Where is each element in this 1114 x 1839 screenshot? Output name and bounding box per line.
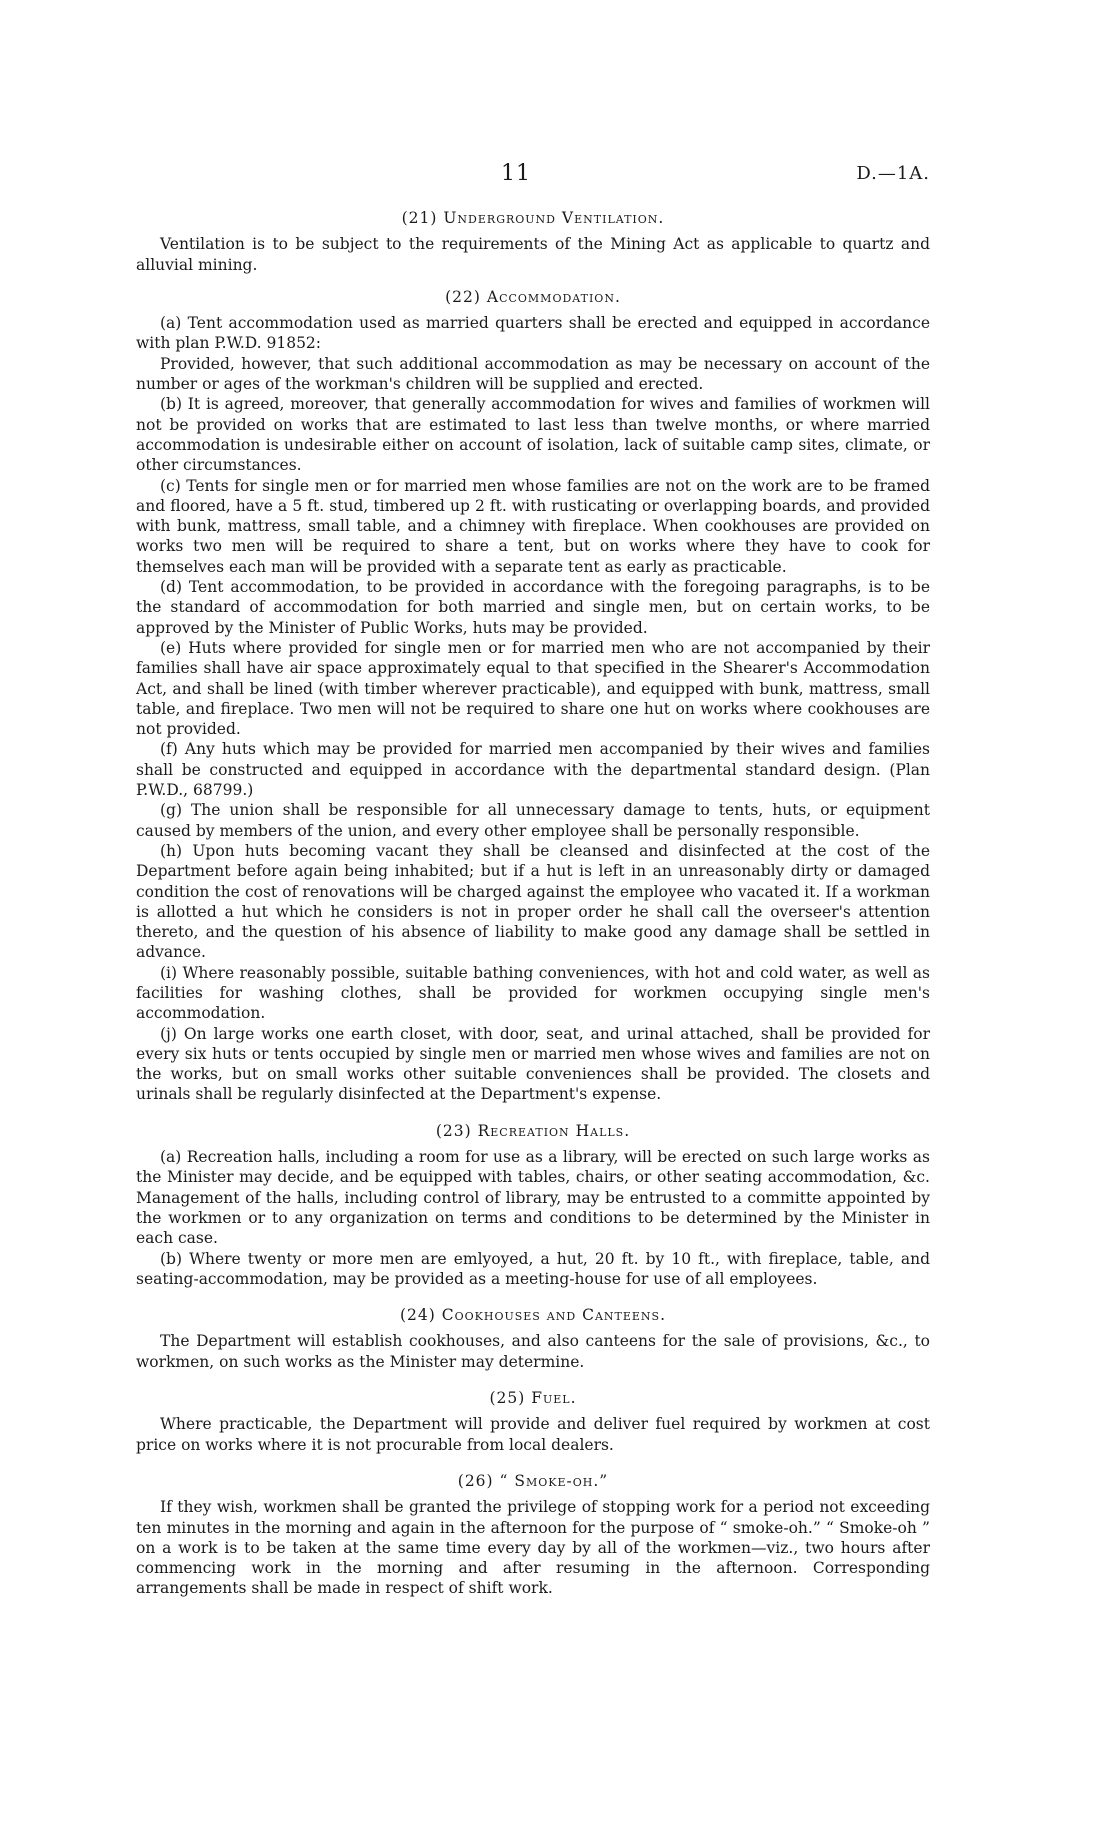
- paragraph-f: (f) Any huts which may be provided for married men accompanied by their wives and families shall be constructed and equipped in accordance with the departmental standard design. (Plan P.W.D., 68799.): [136, 740, 930, 800]
- page-number: 11: [501, 161, 531, 186]
- section-fuel: [136, 1388, 930, 1455]
- paragraph-a: (a) Tent accommodation used as married quarters shall be erected and equipped in accordance with plan P.W.D. 91852:: [136, 314, 930, 353]
- paragraph: The Department will establish cookhouses, and also canteens for the sale of provisions, &c., to workmen, on such works as the Minister may determine.: [136, 1332, 930, 1371]
- section-heading: (23) Recreation Halls.: [435, 1121, 631, 1140]
- document-body: [136, 208, 930, 1615]
- paragraph-a: (a) Recreation halls, including a room for use as a library, will be erected on such large works as the Minister may decide, and be equipped with tables, chairs, or other seating accommodation, &c. Management of the halls, including control of library, may be entrusted to a committe appointed by the workmen or to any organization on terms and conditions to be determined by the Minister in each case.: [136, 1148, 930, 1248]
- paragraph-g: (g) The union shall be responsible for all unnecessary damage to tents, huts, or equipment caused by members of the union, and every other employee shall be personally responsible.: [136, 801, 930, 840]
- paragraph: If they wish, workmen shall be granted the privilege of stopping work for a period not exceeding ten minutes in the morning and again in the afternoon for the purpose of “ smoke-oh.” “ Smoke-oh ” on a work is to be taken at the same time every day by all of the workmen—viz., two hours after commencing work in the morning and after resuming in the afternoon. Corresponding arrangements shall be made in respect of shift work.: [136, 1498, 930, 1598]
- paragraph-i: (i) Where reasonably possible, suitable bathing conveniences, with hot and cold water, as well as facilities for washing clothes, shall be provided for workmen occupying single men's accommodation.: [136, 963, 930, 1023]
- paragraph-j: (j) On large works one earth closet, with door, seat, and urinal attached, shall be provided for every six huts or tents occupied by single men or married men whose wives and families are not on the works, but on small works other suitable conveniences shall be provided. The closets and urinals shall be regularly disinfected at the Department's expense.: [136, 1024, 930, 1104]
- section-heading: (25) Fuel.: [489, 1389, 577, 1408]
- section-heading: (24) Cookhouses and Canteens.: [400, 1306, 666, 1325]
- paragraph-b: (b) Where twenty or more men are emlyoyed, a hut, 20 ft. by 10 ft., with fireplace, table, and seating-accommodation, may be provided as a meeting-house for use of all employees.: [136, 1249, 930, 1288]
- paragraph-c: (c) Tents for single men or for married men whose families are not on the work are to be framed and floored, have a 5 ft. stud, timbered up 2 ft. with rusticating or overlapping boards, and provided with bunk, mattress, small table, and a chimney with fireplace. When cookhouses are provided on works two men will be required to share a tent, but on works where they have to cook for themselves each man will be provided with a separate tent as early as practicable.: [136, 476, 930, 576]
- section-recreation-halls: [136, 1121, 930, 1289]
- paragraph-e: (e) Huts where provided for single men or for married men who are not accompanied by their families shall have air space approximately equal to that specified in the Shearer's Accommodation Act, and shall be lined (with timber wherever practicable), and equipped with bunk, mattress, small table, and fireplace. Two men will not be required to share one hut on works where cookhouses are not provided.: [136, 638, 930, 739]
- paragraph: Ventilation is to be subject to the requirements of the Mining Act as applicable to quartz and alluvial mining.: [136, 235, 930, 274]
- section-underground-ventilation: [136, 208, 930, 275]
- document-code: D.—1A.: [856, 163, 930, 184]
- section-cookhouses-canteens: [136, 1305, 930, 1372]
- section-heading: (22) Accommodation.: [445, 287, 621, 306]
- paragraph-b: (b) It is agreed, moreover, that generally accommodation for wives and families of workmen will not be provided on works that are estimated to last less than twelve months, or where married accommodation is undesirable either on account of isolation, lack of suitable camp sites, climate, or other circumstances.: [136, 395, 930, 475]
- paragraph: Where practicable, the Department will provide and deliver fuel required by workmen at cost price on works where it is not procurable from local dealers.: [136, 1415, 930, 1454]
- paragraph-h: (h) Upon huts becoming vacant they shall be cleansed and disinfected at the cost of the Department before again being inhabited; but if a hut is left in an unreasonably dirty or damaged condition the cost of renovations will be charged against the employee who vacated it. If a workman is allotted a hut which he considers is not in proper order he shall call the overseer's attention thereto, and the question of his absence of liability to make good any damage shall be settled in advance.: [136, 841, 930, 962]
- section-accommodation: [136, 287, 930, 1105]
- section-smoke-oh: [136, 1471, 930, 1599]
- section-heading: (26) “ Smoke-oh.”: [457, 1471, 609, 1490]
- paragraph-proviso: Provided, however, that such additional accommodation as may be necessary on account of the number or ages of the workman's children will be supplied and erected.: [136, 354, 930, 394]
- section-heading: (21) Underground Ventilation.: [401, 209, 665, 227]
- paragraph-d: (d) Tent accommodation, to be provided in accordance with the foregoing paragraphs, is to be the standard of accommodation for both married and single men, but on certain works, to be approved by the Minister of Public Works, huts may be provided.: [136, 578, 930, 637]
